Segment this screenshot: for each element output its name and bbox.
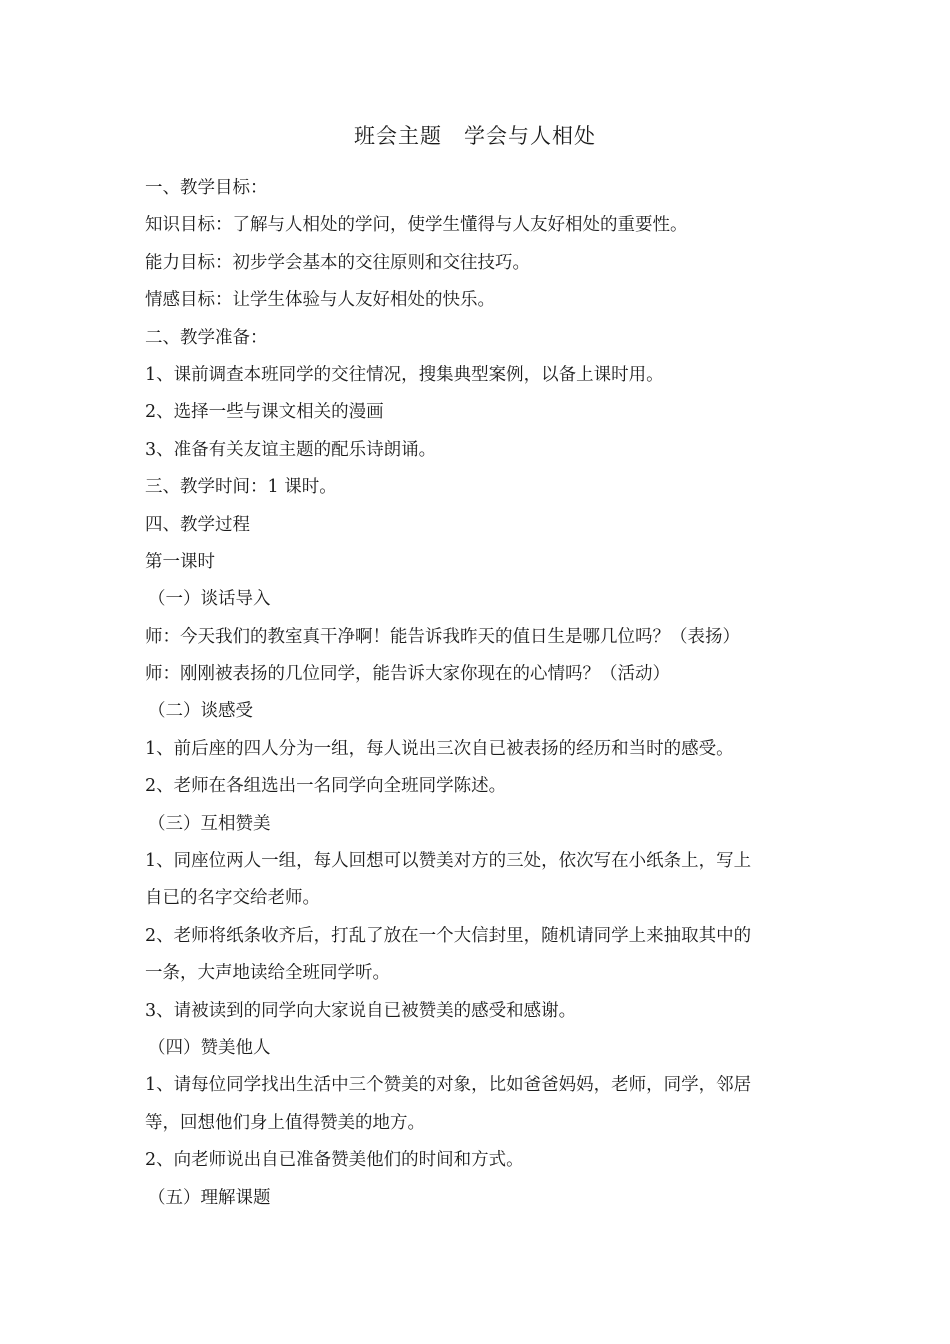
activity-item: 2、向老师说出自已准备赞美他们的时间和方式。 xyxy=(145,1150,524,1171)
ability-objective: 能力目标：初步学会基本的交往原则和交往技巧。 xyxy=(145,252,530,273)
section-heading-preparation: 二、教学准备： xyxy=(145,327,268,348)
section-heading-process: 四、教学过程 xyxy=(145,514,250,535)
subsection-heading: （五）理解课题 xyxy=(148,1187,271,1208)
emotion-objective: 情感目标：让学生体验与人友好相处的快乐。 xyxy=(145,290,495,311)
subsection-heading: （二）谈感受 xyxy=(148,701,253,722)
document-body xyxy=(145,170,810,1217)
dialogue-line: 师：今天我们的教室真干净啊！能告诉我昨天的值日生是哪几位吗？（表扬） xyxy=(145,626,740,647)
document-title: 班会主题 学会与人相处 xyxy=(354,124,596,148)
section-heading-time: 三、教学时间：1 课时。 xyxy=(145,477,337,498)
subsection-heading: （三）互相赞美 xyxy=(148,813,271,834)
activity-item: 2、老师将纸条收齐后，打乱了放在一个大信封里，随机请同学上来抽取其中的 xyxy=(145,925,752,946)
subsection-heading: （一）谈话导入 xyxy=(148,589,271,610)
section-heading-objectives: 一、教学目标： xyxy=(145,178,268,198)
preparation-item: 1、课前调查本班同学的交往情况，搜集典型案例，以备上课时用。 xyxy=(145,364,664,385)
dialogue-line: 师：刚刚被表扬的几位同学，能告诉大家你现在的心情吗？（活动） xyxy=(145,664,670,685)
preparation-item: 2、选择一些与课文相关的漫画 xyxy=(145,402,384,423)
knowledge-objective: 知识目标：了解与人相处的学问，使学生懂得与人友好相处的重要性。 xyxy=(145,215,688,236)
subsection-heading: （四）赞美他人 xyxy=(148,1037,271,1058)
activity-item-continued: 一条，大声地读给全班同学听。 xyxy=(145,963,390,984)
activity-item: 2、老师在各组选出一名同学向全班同学陈述。 xyxy=(145,776,507,797)
activity-item-continued: 自已的名字交给老师。 xyxy=(145,888,320,909)
activity-item: 1、前后座的四人分为一组，每人说出三次自已被表扬的经历和当时的感受。 xyxy=(145,738,734,759)
activity-item: 1、同座位两人一组，每人回想可以赞美对方的三处，依次写在小纸条上，写上 xyxy=(145,851,752,872)
preparation-item: 3、准备有关友谊主题的配乐诗朗诵。 xyxy=(145,439,437,460)
lesson-label: 第一课时 xyxy=(145,551,215,572)
activity-item: 3、请被读到的同学向大家说自已被赞美的感受和感谢。 xyxy=(145,1000,577,1021)
activity-item: 1、请每位同学找出生活中三个赞美的对象，比如爸爸妈妈，老师，同学，邻居 xyxy=(145,1075,752,1096)
activity-item-continued: 等，回想他们身上值得赞美的地方。 xyxy=(145,1112,425,1133)
